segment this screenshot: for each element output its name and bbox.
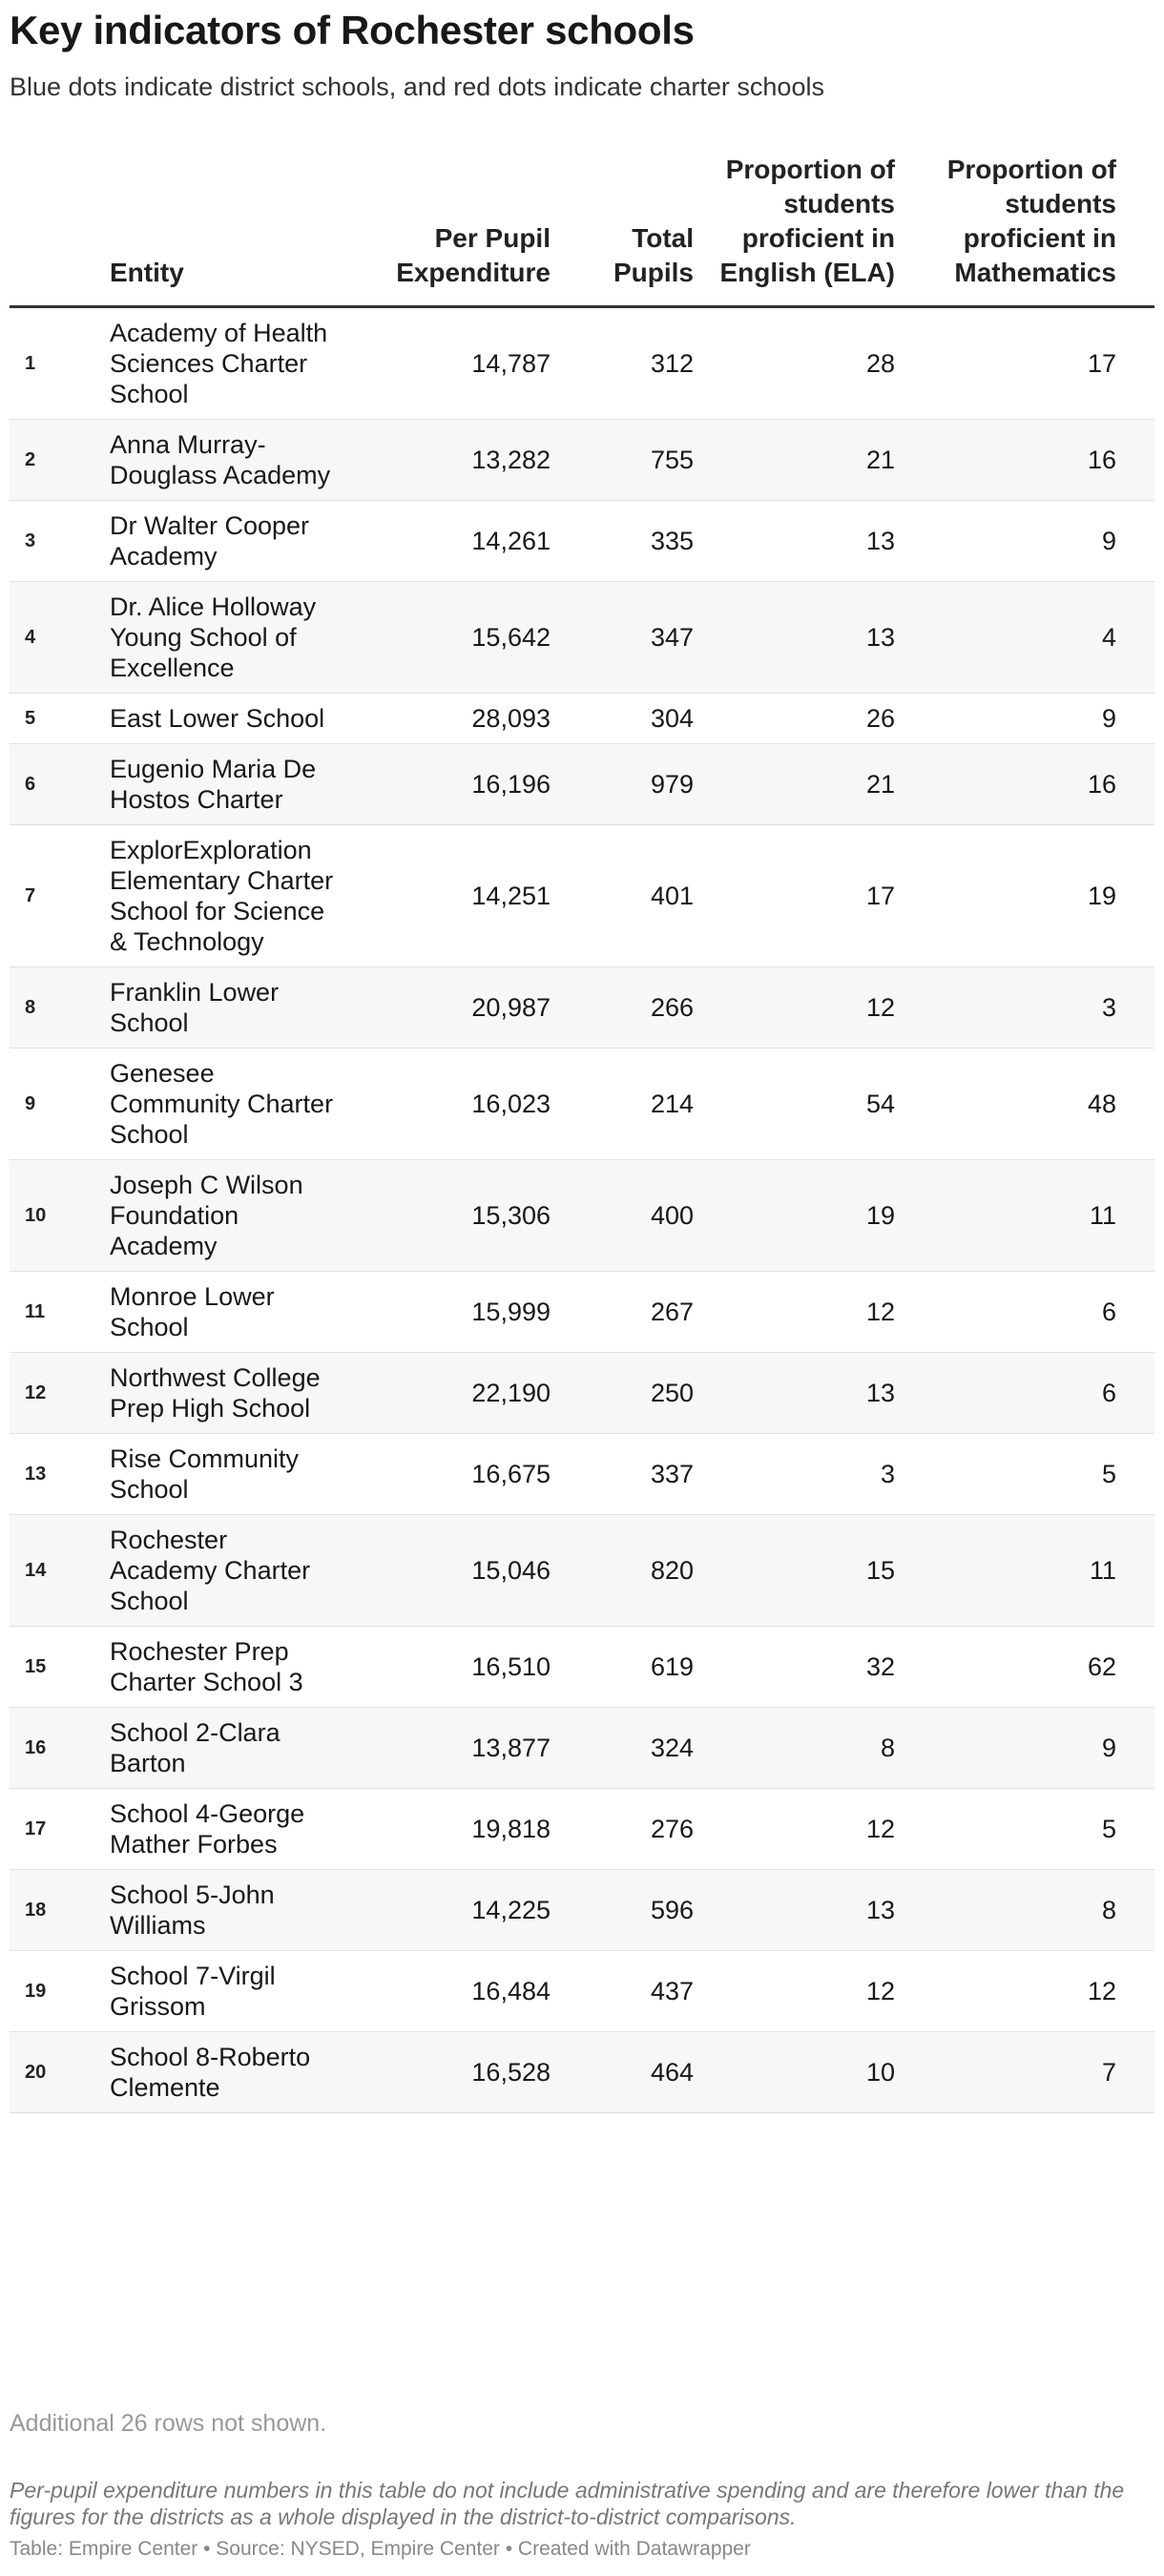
table-cell-math: 4 — [1101, 623, 1116, 652]
table-cell-math: 62 — [1087, 1652, 1116, 1681]
table-cell-expenditure: 14,787 — [471, 349, 551, 378]
header-rank — [10, 153, 110, 307]
table-row — [10, 694, 1154, 744]
table-cell-entity: ExplorExploration Elementary Charter School for Science & Technology — [110, 836, 334, 956]
table-cell-pupils: 266 — [650, 993, 694, 1022]
table-cell-rank: 2 — [25, 449, 36, 470]
table-cell-entity: Eugenio Maria De Hostos Charter — [110, 755, 317, 814]
table-cell-rank: 18 — [25, 1900, 47, 1921]
table-cell-rank: 9 — [25, 1093, 36, 1114]
table-cell-entity: Dr. Alice Holloway Young School of Excellence — [110, 592, 317, 682]
table-cell-pupils: 464 — [650, 2058, 694, 2087]
table-cell-rank: 12 — [25, 1382, 47, 1403]
table-cell-rank: 7 — [25, 885, 36, 906]
table-cell-math: 19 — [1087, 882, 1116, 910]
table-cell-math: 6 — [1101, 1298, 1116, 1326]
table-cell-pupils: 400 — [650, 1201, 694, 1230]
table-cell-rank: 10 — [25, 1205, 47, 1226]
table-cell-math: 9 — [1101, 1734, 1116, 1762]
table-row — [10, 1272, 1154, 1353]
table-cell-pupils: 619 — [650, 1652, 694, 1681]
table-cell-entity: Monroe Lower School — [110, 1282, 275, 1341]
table-cell-math: 48 — [1087, 1090, 1116, 1118]
table-cell-expenditure: 20,987 — [471, 993, 551, 1022]
table-cell-math: 16 — [1087, 446, 1116, 474]
table-cell-entity: School 8-Roberto Clemente — [110, 2043, 311, 2102]
table-body — [10, 307, 1154, 2113]
table-cell-expenditure: 19,818 — [471, 1815, 551, 1843]
table-cell-rank: 15 — [25, 1656, 47, 1677]
table-cell-pupils: 347 — [650, 623, 694, 652]
table-cell-entity: Rise Community School — [110, 1444, 300, 1504]
header-entity[interactable]: Entity — [110, 153, 334, 307]
table-cell-rank: 1 — [25, 353, 36, 374]
table-cell-entity: Academy of Health Sciences Charter School — [110, 319, 328, 408]
table-cell-pupils: 324 — [650, 1734, 694, 1762]
table-cell-math: 17 — [1087, 349, 1116, 378]
table-cell-math: 5 — [1101, 1460, 1116, 1488]
table-cell-expenditure: 15,642 — [471, 623, 551, 652]
table-cell-pupils: 312 — [650, 349, 694, 378]
table-cell-pupils: 437 — [650, 1977, 694, 2005]
table-cell-math: 7 — [1101, 2058, 1116, 2087]
table-cell-entity: Northwest College Prep High School — [110, 1363, 321, 1423]
table-cell-pupils: 250 — [650, 1379, 694, 1407]
table-cell-ela: 12 — [865, 993, 895, 1022]
table-cell-ela: 12 — [865, 1977, 895, 2005]
header-ela-proficiency[interactable]: Proportion of students proficient in English (ELA) — [694, 153, 895, 307]
table-cell-ela: 15 — [865, 1556, 895, 1585]
table-cell-rank: 5 — [25, 708, 36, 729]
table-cell-rank: 19 — [25, 1981, 47, 2002]
table-cell-ela: 13 — [865, 527, 895, 555]
table-cell-math: 3 — [1101, 993, 1116, 1022]
table-cell-pupils: 820 — [650, 1556, 694, 1585]
table-cell-pupils: 755 — [650, 446, 694, 474]
table-cell-entity: Rochester Academy Charter School — [110, 1526, 311, 1615]
more-rows-note: Additional 26 rows not shown. — [10, 2410, 327, 2437]
table-cell-rank: 8 — [25, 997, 36, 1018]
table-row — [10, 501, 1154, 582]
table-cell-ela: 19 — [865, 1201, 895, 1230]
table-cell-ela: 3 — [880, 1460, 895, 1488]
table-cell-ela: 13 — [865, 1379, 895, 1407]
table-cell-expenditure: 16,023 — [471, 1090, 551, 1118]
table-row — [10, 307, 1154, 420]
table-row — [10, 744, 1154, 825]
table-row — [10, 1049, 1154, 1160]
table-cell-ela: 21 — [865, 446, 895, 474]
table-cell-math: 9 — [1101, 527, 1116, 555]
table-cell-ela: 28 — [865, 349, 895, 378]
table-cell-entity: School 4-George Mather Forbes — [110, 1799, 305, 1859]
table-cell-rank: 14 — [25, 1560, 47, 1581]
table-cell-entity: Franklin Lower School — [110, 978, 280, 1037]
table-row — [10, 1160, 1154, 1272]
table-cell-entity: School 7-Virgil Grissom — [110, 1962, 276, 2021]
table-cell-ela: 17 — [865, 882, 895, 910]
table-cell-entity: Genesee Community Charter School — [110, 1059, 334, 1149]
table-cell-rank: 3 — [25, 530, 36, 551]
table-cell-pupils: 214 — [650, 1090, 694, 1118]
footnote: Per-pupil expenditure numbers in this table do not include administrative spending and are therefore lower than the figures for the districts as a whole displayed in the district-to-district comparisons. — [10, 2478, 1125, 2529]
table-cell-expenditure: 16,528 — [471, 2058, 551, 2087]
table-cell-math: 16 — [1087, 770, 1116, 799]
table-row — [10, 1708, 1154, 1789]
table-cell-expenditure: 14,251 — [471, 882, 551, 910]
table-cell-pupils: 335 — [650, 527, 694, 555]
table-row — [10, 2032, 1154, 2113]
table-cell-pupils: 337 — [650, 1460, 694, 1488]
table-cell-pupils: 304 — [650, 704, 694, 733]
table-cell-pupils: 267 — [650, 1298, 694, 1326]
table-cell-ela: 10 — [865, 2058, 895, 2087]
table-row — [10, 1951, 1154, 2032]
table-cell-ela: 13 — [865, 623, 895, 652]
table-cell-entity: School 5-John Williams — [110, 1880, 275, 1940]
table-cell-rank: 13 — [25, 1464, 47, 1485]
table-row — [10, 1434, 1154, 1515]
table-cell-math: 6 — [1101, 1379, 1116, 1407]
header-math-proficiency[interactable]: Proportion of students proficient in Mathematics — [895, 153, 1154, 307]
table-cell-rank: 20 — [25, 2062, 47, 2083]
header-per-pupil-expenditure[interactable]: Per Pupil Expenditure — [334, 153, 551, 307]
table-cell-entity: School 2-Clara Barton — [110, 1718, 281, 1777]
table-cell-entity: Dr Walter Cooper Academy — [110, 511, 310, 571]
page-subtitle: Blue dots indicate district schools, and red dots indicate charter schools — [10, 73, 824, 101]
table-row — [10, 1627, 1154, 1708]
header-total-pupils[interactable]: Total Pupils — [551, 153, 694, 307]
table-cell-expenditure: 14,225 — [471, 1896, 551, 1924]
table-row — [10, 1515, 1154, 1627]
table-cell-expenditure: 16,484 — [471, 1977, 551, 2005]
table-cell-expenditure: 13,877 — [471, 1734, 551, 1762]
table-row — [10, 1353, 1154, 1434]
table-cell-math: 11 — [1089, 1556, 1116, 1585]
schools-table — [10, 153, 1154, 2113]
table-cell-rank: 4 — [25, 627, 36, 648]
table-cell-expenditure: 28,093 — [471, 704, 551, 733]
table-cell-ela: 54 — [865, 1090, 895, 1118]
table-cell-pupils: 979 — [650, 770, 694, 799]
table-cell-entity: Anna Murray-Douglass Academy — [110, 430, 331, 489]
page-title: Key indicators of Rochester schools — [10, 8, 695, 52]
source-footer: Table: Empire Center • Source: NYSED, Empire Center • Created with Datawrapper — [10, 2538, 751, 2560]
table-cell-ela: 13 — [865, 1896, 895, 1924]
table-row — [10, 1789, 1154, 1870]
table-cell-rank: 11 — [25, 1301, 46, 1322]
table-cell-math: 9 — [1101, 704, 1116, 733]
table-row — [10, 582, 1154, 694]
table-cell-ela: 12 — [865, 1298, 895, 1326]
table-row — [10, 967, 1154, 1049]
table-header-row — [10, 153, 1154, 307]
table-cell-pupils: 401 — [650, 882, 694, 910]
table-cell-expenditure: 13,282 — [471, 446, 551, 474]
table-cell-rank: 6 — [25, 774, 36, 795]
table-cell-rank: 17 — [25, 1818, 47, 1839]
table-cell-entity: East Lower School — [110, 704, 325, 733]
table-row — [10, 1870, 1154, 1951]
table-row — [10, 825, 1154, 967]
table-cell-math: 5 — [1101, 1815, 1116, 1843]
table-cell-ela: 12 — [865, 1815, 895, 1843]
table-cell-pupils: 276 — [650, 1815, 694, 1843]
table-cell-ela: 21 — [865, 770, 895, 799]
table-cell-pupils: 596 — [650, 1896, 694, 1924]
table-cell-math: 11 — [1089, 1201, 1116, 1230]
table-cell-expenditure: 15,046 — [471, 1556, 551, 1585]
table-cell-ela: 8 — [880, 1734, 895, 1762]
table-cell-entity: Joseph C Wilson Foundation Academy — [110, 1171, 303, 1260]
table-cell-expenditure: 22,190 — [471, 1379, 551, 1407]
table-cell-entity: Rochester Prep Charter School 3 — [110, 1637, 303, 1696]
table-cell-ela: 26 — [865, 704, 895, 733]
table-cell-expenditure: 16,196 — [471, 770, 551, 799]
table-row — [10, 420, 1154, 501]
table-cell-expenditure: 14,261 — [471, 527, 551, 555]
table-cell-expenditure: 15,306 — [471, 1201, 551, 1230]
table-cell-expenditure: 16,510 — [471, 1652, 551, 1681]
table-cell-expenditure: 16,675 — [471, 1460, 551, 1488]
table-cell-math: 8 — [1101, 1896, 1116, 1924]
table-cell-ela: 32 — [865, 1652, 895, 1681]
table-cell-rank: 16 — [25, 1737, 47, 1758]
table-cell-expenditure: 15,999 — [471, 1298, 551, 1326]
table-cell-math: 12 — [1087, 1977, 1116, 2005]
